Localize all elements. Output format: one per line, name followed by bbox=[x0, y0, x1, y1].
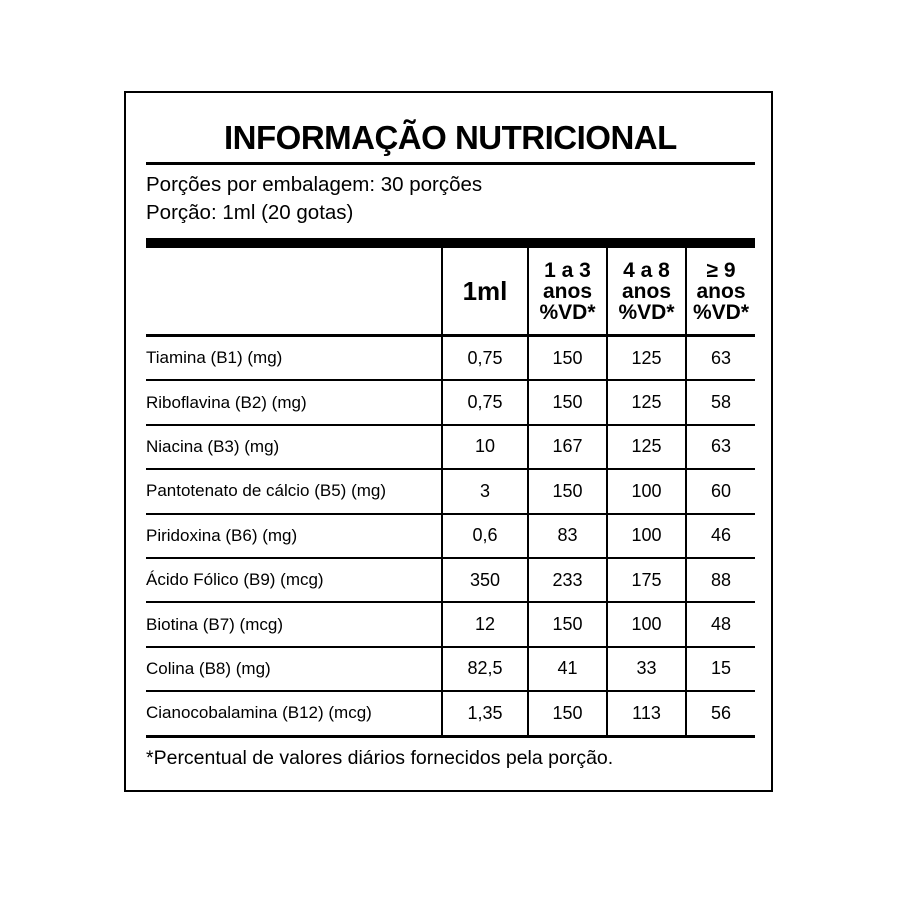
vd-4-8: 100 bbox=[607, 469, 686, 513]
nutrient-name: Piridoxina (B6) (mg) bbox=[146, 514, 442, 558]
vd-9-plus: 46 bbox=[686, 514, 755, 558]
vd-1-3: 83 bbox=[528, 514, 607, 558]
table-row bbox=[146, 558, 755, 602]
nutrient-column-header bbox=[146, 248, 442, 336]
nutrient-name: Niacina (B3) (mg) bbox=[146, 425, 442, 469]
vd-9-plus: 56 bbox=[686, 691, 755, 736]
vd-4-8: 125 bbox=[607, 336, 686, 381]
vd-1-3: 167 bbox=[528, 425, 607, 469]
nutrient-name: Tiamina (B1) (mg) bbox=[146, 336, 442, 381]
vd-1-3: 150 bbox=[528, 602, 607, 646]
serving-divider bbox=[146, 238, 755, 248]
footnote: *Percentual de valores diários fornecidos pela porção. bbox=[146, 747, 614, 769]
vd-4-8: 125 bbox=[607, 425, 686, 469]
nutrition-facts-label bbox=[124, 91, 773, 792]
vd-1-3: 150 bbox=[528, 336, 607, 381]
nutrient-amount: 0,75 bbox=[442, 336, 528, 381]
vd-9-plus: 48 bbox=[686, 602, 755, 646]
table-header-row bbox=[146, 248, 755, 336]
vd-4-8: 33 bbox=[607, 647, 686, 691]
title-divider bbox=[146, 162, 755, 165]
nutrient-name: Pantotenato de cálcio (B5) (mg) bbox=[146, 469, 442, 513]
table-row bbox=[146, 691, 755, 736]
table-row bbox=[146, 602, 755, 646]
vd-4-8: 125 bbox=[607, 380, 686, 424]
serving-size: Porção: 1ml (20 gotas) bbox=[146, 201, 354, 224]
table-row bbox=[146, 336, 755, 381]
vd-1-3: 150 bbox=[528, 380, 607, 424]
vd-1-3: 41 bbox=[528, 647, 607, 691]
table-row bbox=[146, 469, 755, 513]
nutrient-name: Ácido Fólico (B9) (mcg) bbox=[146, 558, 442, 602]
label-title: INFORMAÇÃO NUTRICIONAL bbox=[224, 119, 677, 156]
vd-1-3: 233 bbox=[528, 558, 607, 602]
amount-column-header: 1ml bbox=[442, 248, 528, 336]
table-row bbox=[146, 514, 755, 558]
vd-4-8: 100 bbox=[607, 602, 686, 646]
nutrient-amount: 1,35 bbox=[442, 691, 528, 736]
nutrient-amount: 0,6 bbox=[442, 514, 528, 558]
nutrient-name: Biotina (B7) (mcg) bbox=[146, 602, 442, 646]
nutrient-amount: 10 bbox=[442, 425, 528, 469]
vd-9-plus-column-header: ≥ 9 anos %VD* bbox=[686, 248, 755, 336]
vd-4-8: 100 bbox=[607, 514, 686, 558]
servings-per-package: Porções por embalagem: 30 porções bbox=[146, 173, 483, 196]
vd-9-plus: 60 bbox=[686, 469, 755, 513]
nutrient-name: Riboflavina (B2) (mg) bbox=[146, 380, 442, 424]
vd-1-3-column-header: 1 a 3 anos %VD* bbox=[528, 248, 607, 336]
nutrient-name: Colina (B8) (mg) bbox=[146, 647, 442, 691]
nutrient-amount: 12 bbox=[442, 602, 528, 646]
vd-4-8-column-header: 4 a 8 anos %VD* bbox=[607, 248, 686, 336]
nutrient-amount: 3 bbox=[442, 469, 528, 513]
vd-4-8: 113 bbox=[607, 691, 686, 736]
vd-9-plus: 63 bbox=[686, 336, 755, 381]
nutrient-table bbox=[146, 248, 755, 738]
vd-9-plus: 58 bbox=[686, 380, 755, 424]
vd-9-plus: 63 bbox=[686, 425, 755, 469]
table-row bbox=[146, 647, 755, 691]
vd-1-3: 150 bbox=[528, 469, 607, 513]
table-row bbox=[146, 425, 755, 469]
vd-9-plus: 88 bbox=[686, 558, 755, 602]
nutrient-amount: 82,5 bbox=[442, 647, 528, 691]
table-row bbox=[146, 380, 755, 424]
vd-9-plus: 15 bbox=[686, 647, 755, 691]
vd-1-3: 150 bbox=[528, 691, 607, 736]
vd-4-8: 175 bbox=[607, 558, 686, 602]
nutrient-amount: 350 bbox=[442, 558, 528, 602]
nutrient-amount: 0,75 bbox=[442, 380, 528, 424]
nutrient-name: Cianocobalamina (B12) (mcg) bbox=[146, 691, 442, 736]
